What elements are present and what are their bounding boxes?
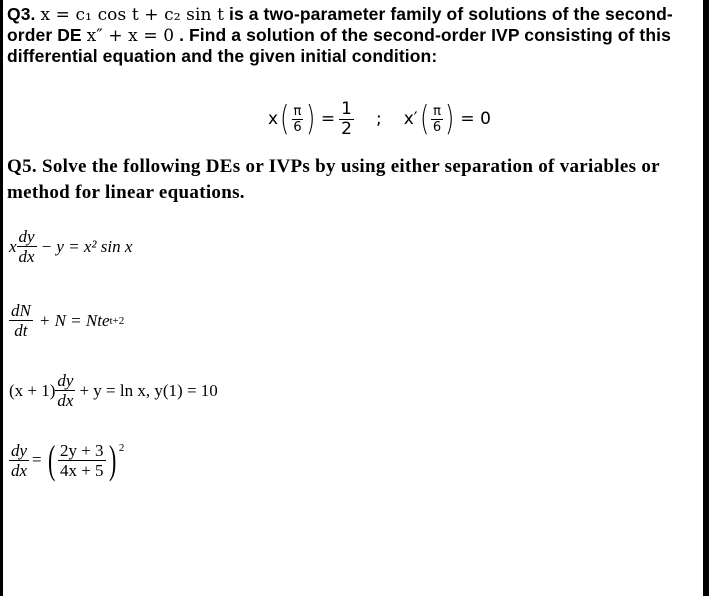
q3-line-3: differential equation and the given initial condition: (7, 46, 438, 66)
ic1-den: 2 (341, 118, 352, 139)
equation-2 (9, 302, 124, 339)
ic-separator: ; (375, 109, 382, 129)
left-paren: ( (47, 437, 55, 482)
eq1-den: dx (18, 247, 35, 266)
eq3-den: dx (57, 391, 74, 410)
q3-text-1: is a two-parameter family of solutions of the second- (228, 4, 673, 24)
equation-1 (9, 228, 132, 265)
eq2-den: dt (14, 321, 28, 340)
ic2-arg (431, 105, 443, 134)
ic1-lhs: x (268, 109, 279, 129)
ic1-value (339, 98, 354, 139)
eq3-num: dy (57, 371, 74, 390)
q5-line-1: Q5. Solve the following DEs or IVPs by using either separation of variables or (7, 156, 660, 177)
ic1-pi: π (293, 103, 302, 119)
q5-line-2: method for linear equations. (7, 182, 245, 203)
eq2-derivative (9, 302, 33, 339)
ic2-lhs: x′ (403, 109, 418, 129)
equation-4 (9, 437, 125, 482)
right-paren: ) (305, 99, 315, 139)
left-paren: ( (280, 99, 290, 139)
ic2-pi: π (433, 103, 441, 119)
initial-conditions (268, 95, 491, 143)
right-paren: ) (445, 99, 455, 139)
eq4-ratio (58, 442, 106, 479)
eq3-rest: + y = ln x, y(1) = 10 (79, 380, 218, 400)
q3-text-2b: . Find a solution of the second-order IVP consisting of this (179, 25, 671, 45)
ic1-six: 6 (293, 119, 302, 135)
right-paren: ) (108, 437, 116, 482)
eq4-inner-num: 2y + 3 (59, 440, 104, 460)
eq2-rest: + N = Nte (38, 310, 110, 330)
eq2-exponent: t+2 (109, 314, 125, 327)
ic2-rhs: = 0 (460, 109, 491, 129)
eq3-pre: (x + 1) (9, 380, 56, 400)
q3-line-2 (7, 25, 707, 46)
eq2-num: dN (11, 301, 31, 320)
eq4-num: dy (11, 440, 28, 460)
ic1-equals: = (320, 109, 336, 129)
eq1-num: dy (18, 227, 35, 246)
q3-line-1 (7, 4, 707, 25)
ic2-six: 6 (432, 119, 442, 135)
equation-3 (9, 372, 218, 409)
q3-de-formula: x″ + x = 0 (86, 26, 175, 46)
ic1-num: 1 (341, 98, 352, 119)
ic1-arg (291, 105, 303, 134)
eq1-rest: − y = x² sin x (40, 236, 133, 256)
eq4-inner-den: 4x + 5 (59, 460, 104, 480)
eq4-derivative (9, 442, 29, 479)
q3-text-2a: order DE (7, 25, 87, 45)
eq4-den: dx (11, 460, 28, 480)
eq4-exponent: 2 (118, 442, 125, 454)
question-3 (7, 4, 707, 66)
q3-family-formula: x = c₁ cos t + c₂ sin t (40, 5, 225, 25)
eq1-pre: x (9, 236, 17, 256)
eq1-derivative (17, 228, 37, 265)
eq3-derivative (55, 372, 75, 409)
left-paren: ( (419, 99, 429, 139)
eq4-equals: = (32, 450, 42, 469)
q3-label: Q3. (7, 4, 36, 24)
question-5 (7, 154, 697, 206)
